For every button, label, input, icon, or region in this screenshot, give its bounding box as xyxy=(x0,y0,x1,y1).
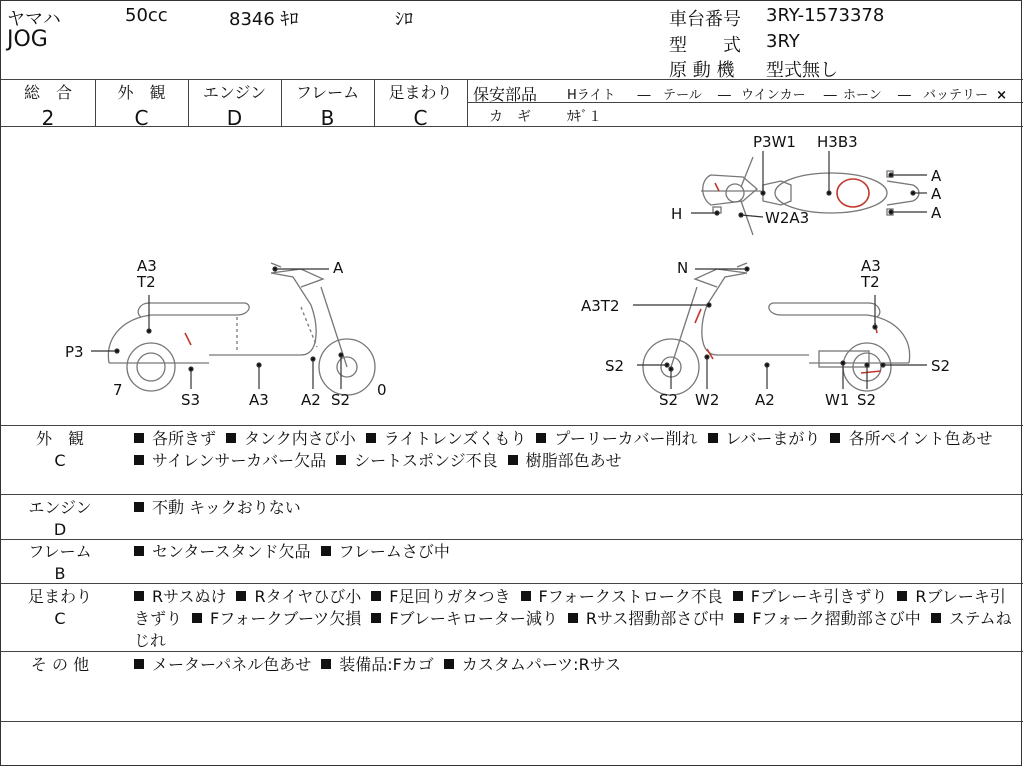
detail-grade: B xyxy=(54,564,66,583)
bullet-square-icon xyxy=(830,433,840,443)
detail-item-text: センタースタンド欠品 xyxy=(152,542,311,561)
bullet-square-icon xyxy=(336,455,346,465)
grade-label: 外 観 xyxy=(117,83,166,102)
label-top: A xyxy=(931,167,942,185)
detail-item xyxy=(371,587,510,606)
label-right: S2 xyxy=(931,357,951,375)
detail-item-text: Fフォーク摺動部さび中 xyxy=(752,609,921,628)
model-name: JOG xyxy=(7,27,48,52)
detail-item-text: メーターパネル色あせ xyxy=(152,655,312,674)
grade-engine xyxy=(188,80,281,130)
detail-item-text: Fブレーキローター減り xyxy=(389,609,558,628)
diagram-labels xyxy=(65,133,950,409)
detail-item xyxy=(366,429,527,448)
bullet-square-icon xyxy=(134,591,144,601)
key-value: ｶｷﾞ１ xyxy=(567,109,602,125)
label-top: H xyxy=(671,205,683,223)
bullet-square-icon xyxy=(708,433,718,443)
label-right: S2 xyxy=(605,357,625,375)
grade-overall xyxy=(1,80,95,130)
detail-item xyxy=(371,609,558,628)
detail-category-label: エンジン xyxy=(28,498,92,517)
bullet-square-icon xyxy=(508,455,518,465)
label-left: S3 xyxy=(181,391,201,409)
detail-category xyxy=(25,586,95,630)
detail-item-text: Rタイヤひび小 xyxy=(254,587,362,606)
safety-parts-title: 保安部品 xyxy=(473,85,538,104)
bullet-square-icon xyxy=(236,591,246,601)
safety-item-headlight xyxy=(567,84,651,103)
bullet-square-icon xyxy=(733,591,743,601)
label-left: T2 xyxy=(137,273,156,291)
leader-lines xyxy=(91,151,927,389)
divider xyxy=(1,721,1023,722)
displacement: 50cc xyxy=(125,5,168,26)
grade-frame xyxy=(281,80,374,130)
grade-label: 総 合 xyxy=(23,83,72,102)
label-top: H3B3 xyxy=(817,133,858,151)
safety-item-horn xyxy=(843,84,911,103)
detail-item-text: プーリーカバー削れ xyxy=(554,429,698,448)
detail-category-label: 外 観 xyxy=(35,429,84,448)
detail-item-text: フレームさび中 xyxy=(338,542,450,561)
frame-number-label: 車台番号 xyxy=(669,9,741,30)
detail-grade: D xyxy=(53,520,67,539)
grade-exterior xyxy=(95,80,188,130)
detail-category-label: フレーム xyxy=(28,542,92,561)
label-right: A3 xyxy=(861,257,881,275)
detail-item-text: タンク内さび小 xyxy=(244,429,356,448)
detail-item xyxy=(134,542,311,561)
detail-item-text: 各所ペイント色あせ xyxy=(848,429,993,448)
bullet-square-icon xyxy=(371,613,381,623)
detail-item-text: レバーまがり xyxy=(725,429,821,448)
detail-item-text: ライトレンズくもり xyxy=(383,429,527,448)
label-top: W2A3 xyxy=(765,209,810,227)
detail-item xyxy=(134,498,301,517)
bullet-square-icon xyxy=(897,591,907,601)
detail-item xyxy=(444,655,621,674)
safety-item-tail xyxy=(663,84,731,103)
maker: ヤマハ xyxy=(7,9,61,30)
bullet-square-icon xyxy=(134,659,144,669)
bullet-square-icon xyxy=(371,591,381,601)
bullet-square-icon xyxy=(366,433,376,443)
detail-item-text: F足回りガタつき xyxy=(389,587,511,606)
detail-item xyxy=(134,451,326,470)
divider xyxy=(1,583,1023,584)
detail-grade: C xyxy=(54,609,66,628)
grade-label: フレーム xyxy=(295,83,360,102)
grade-suspension xyxy=(374,80,467,130)
detail-items xyxy=(134,541,1014,563)
bullet-square-icon xyxy=(134,502,144,512)
bullet-square-icon xyxy=(321,546,331,556)
detail-category xyxy=(25,428,95,472)
divider xyxy=(1,494,1023,495)
detail-item xyxy=(192,609,361,628)
detail-item-text: 各所きず xyxy=(152,429,217,448)
detail-item xyxy=(830,429,992,448)
safety-item-value: ― xyxy=(897,88,911,103)
color: ｼﾛ xyxy=(395,9,413,30)
detail-item-text: Fフォークブーツ欠損 xyxy=(210,609,362,628)
label-right: T2 xyxy=(861,273,880,291)
detail-items xyxy=(134,428,1014,472)
label-left: S2 xyxy=(331,391,351,409)
label-left: P3 xyxy=(65,343,84,361)
detail-item-text: Fフォークストローク不良 xyxy=(538,587,723,606)
detail-item xyxy=(733,587,888,606)
safety-item-name: テール xyxy=(663,88,702,103)
label-left: A3 xyxy=(249,391,269,409)
label-left: A2 xyxy=(301,391,321,409)
detail-item xyxy=(521,587,723,606)
label-left: A xyxy=(333,259,344,277)
label-top: P3W1 xyxy=(753,133,796,151)
bullet-square-icon xyxy=(226,433,236,443)
detail-category xyxy=(25,497,95,541)
label-right: N xyxy=(677,259,689,277)
detail-item-text: Fブレーキ引きずり xyxy=(750,587,888,606)
grade-label: エンジン xyxy=(202,83,267,102)
detail-item xyxy=(134,429,216,448)
frame-number: 3RY-1573378 xyxy=(766,5,885,26)
label-right: A3T2 xyxy=(581,297,620,315)
label-left: 7 xyxy=(113,381,123,399)
detail-item-text: Rブレーキ引きずり xyxy=(134,587,1006,628)
safety-item-name: ウインカー xyxy=(741,88,806,103)
detail-items xyxy=(134,586,1014,652)
grade-value: B xyxy=(320,106,335,130)
detail-item-text: サイレンサーカバー欠品 xyxy=(152,451,327,470)
detail-item-text: シートスポンジ不良 xyxy=(354,451,498,470)
safety-item-value: ― xyxy=(823,88,837,103)
detail-items xyxy=(134,654,1014,676)
detail-item-text: Rサスぬけ xyxy=(152,587,227,606)
model-type: 3RY xyxy=(766,31,800,52)
bullet-square-icon xyxy=(134,455,144,465)
engine-model-label: 原 動 機 xyxy=(669,60,735,81)
label-left: A3 xyxy=(137,257,157,275)
divider xyxy=(1,539,1023,540)
label-right: W2 xyxy=(695,391,720,409)
safety-item-name: ホーン xyxy=(843,88,882,103)
label-top: A xyxy=(931,185,942,203)
detail-item xyxy=(536,429,697,448)
bullet-square-icon xyxy=(134,433,144,443)
detail-item xyxy=(226,429,356,448)
detail-item xyxy=(321,655,434,674)
detail-category-label: 足まわり xyxy=(27,587,92,606)
grade-value: 2 xyxy=(41,106,55,130)
engine-model: 型式無し xyxy=(766,60,838,81)
detail-category xyxy=(25,541,95,585)
safety-item-name: バッテリー xyxy=(923,88,989,103)
divider xyxy=(1,425,1023,426)
label-right: S2 xyxy=(659,391,679,409)
model-type-label: 型 式 xyxy=(669,35,741,56)
bullet-square-icon xyxy=(568,613,578,623)
bullet-square-icon xyxy=(134,546,144,556)
detail-category xyxy=(25,654,95,676)
detail-items xyxy=(134,497,1014,519)
detail-item-text: ステムねじれ xyxy=(134,609,1012,650)
detail-grade: C xyxy=(54,451,66,470)
bullet-square-icon xyxy=(734,613,744,623)
detail-item-text: カスタムパーツ:Rサス xyxy=(461,655,622,674)
safety-item-name: Hライト xyxy=(567,88,616,103)
detail-item-text: Rサス摺動部さび中 xyxy=(585,609,725,628)
label-left: 0 xyxy=(377,381,387,399)
label-top: A xyxy=(931,204,942,222)
safety-item-battery xyxy=(923,84,1007,103)
detail-item xyxy=(236,587,361,606)
detail-item xyxy=(336,451,497,470)
label-right: W1 xyxy=(825,391,850,409)
bullet-square-icon xyxy=(444,659,454,669)
mileage: 8346 ｷﾛ xyxy=(229,9,299,30)
bullet-square-icon xyxy=(931,613,941,623)
damage-diagram xyxy=(1,127,1023,425)
top-view-scooter xyxy=(701,157,919,235)
detail-item-text: 装備品:Fカゴ xyxy=(339,655,434,674)
bullet-square-icon xyxy=(321,659,331,669)
detail-item xyxy=(134,655,311,674)
label-right: S2 xyxy=(857,391,877,409)
detail-item xyxy=(508,451,622,470)
detail-item xyxy=(134,587,226,606)
label-right: A2 xyxy=(755,391,775,409)
detail-item-text: 不動 キックおりない xyxy=(152,498,301,517)
bullet-square-icon xyxy=(536,433,546,443)
detail-item xyxy=(708,429,821,448)
grade-label: 足まわり xyxy=(388,83,453,102)
grade-value: D xyxy=(226,106,243,130)
safety-item-winker xyxy=(741,84,837,103)
key-label: カ ギ xyxy=(489,109,531,125)
grade-value: C xyxy=(413,106,428,130)
detail-item xyxy=(734,609,920,628)
detail-item xyxy=(321,542,450,561)
safety-item-value: × xyxy=(996,88,1008,103)
detail-item-text: 樹脂部色あせ xyxy=(525,451,622,470)
grade-value: C xyxy=(134,106,149,130)
detail-item xyxy=(568,609,724,628)
bullet-square-icon xyxy=(521,591,531,601)
safety-item-value: ― xyxy=(637,88,651,103)
bullet-square-icon xyxy=(192,613,202,623)
safety-item-value: ― xyxy=(717,88,731,103)
detail-category-label: そ の 他 xyxy=(30,655,90,674)
